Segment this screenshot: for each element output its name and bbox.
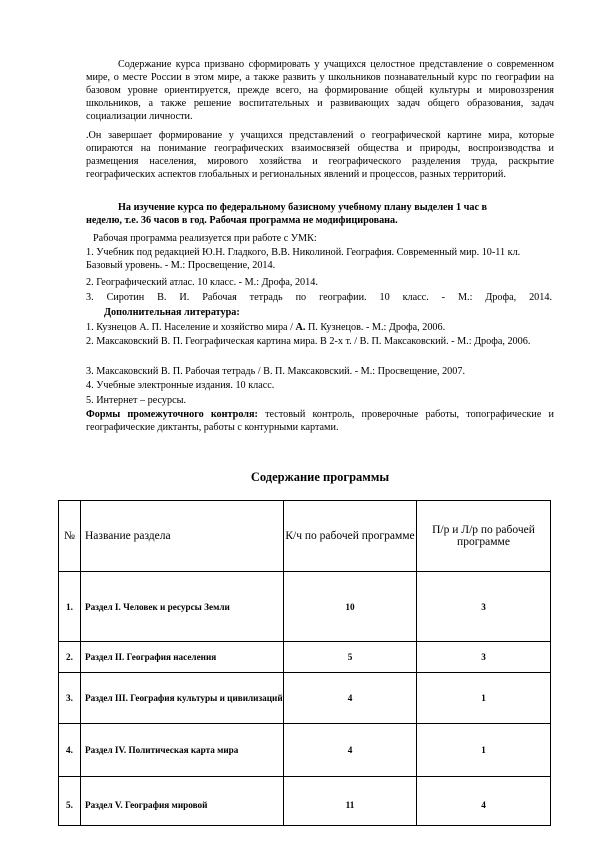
additional-item-3: 3. Максаковский В. П. Рабочая тетрадь / В. П. Максаковский. - М.: Просвещение, 2007. — [86, 366, 466, 377]
additional-item-2: 2. Максаковский В. П. Географическая картина мира. В 2-х т. / В. П. Максаковский. - М.: Дрофа, 2006. — [86, 336, 531, 347]
row-name: Раздел II. География населения — [81, 642, 284, 673]
header-practical: П/р и Л/р по рабочей программе — [417, 501, 551, 572]
row-num: 5. — [59, 777, 81, 826]
row-practical: 3 — [417, 572, 551, 642]
row-name: Раздел V. География мировой — [81, 777, 284, 826]
row-hours: 5 — [284, 642, 417, 673]
row-hours: 11 — [284, 777, 417, 826]
table-header-row — [59, 501, 551, 572]
row-hours: 4 — [284, 724, 417, 777]
additional-item-4: 4. Учебные электронные издания. 10 класс. — [86, 380, 275, 391]
row-num: 2. — [59, 642, 81, 673]
table-row — [59, 777, 551, 826]
row-practical: 3 — [417, 642, 551, 673]
control-forms — [86, 408, 554, 434]
row-name: Раздел IV. Политическая карта мира — [81, 724, 284, 777]
program-title: Содержание программы — [250, 470, 390, 484]
table-row — [59, 642, 551, 673]
table-row — [59, 724, 551, 777]
row-practical: 1 — [417, 673, 551, 724]
table-row — [59, 673, 551, 724]
table-row — [59, 572, 551, 642]
additional-item-1-bold: А. — [295, 322, 306, 333]
header-hours: К/ч по рабочей программе — [284, 501, 417, 572]
row-hours: 4 — [284, 673, 417, 724]
row-num: 1. — [59, 572, 81, 642]
row-practical: 1 — [417, 724, 551, 777]
row-num: 3. — [59, 673, 81, 724]
umk-item-1: 1. Учебник под редакцией Ю.Н. Гладкого, В.В. Николиной. География. Современный мир. 10-11 кл. Базовый уровень. - М.: Просвещение, 2014. — [86, 247, 521, 271]
program-table — [58, 500, 551, 826]
header-name: Название раздела — [81, 501, 284, 572]
row-name: Раздел III. География культуры и цивилизаций — [81, 673, 284, 724]
control-forms-text: тестовый контроль, проверочные работы, топографические и географические диктанты, работы с контурными картами. — [86, 409, 555, 434]
plan-line-1: На изучение курса по федеральному базисному учебному плану выделен 1 час в — [118, 202, 488, 213]
header-num: № — [59, 501, 81, 572]
additional-item-5: 5. Интернет – ресурсы. — [86, 395, 187, 406]
control-forms-label: Формы промежуточного контроля: — [86, 409, 258, 420]
intro-paragraph-1: Содержание курса призвано сформировать у учащихся целостное представление о современном мире, о месте России в этом мире, а также развить у школьников познавательный курс по географии на базовом уровне ориентируется, прежде всего, на формирование общей культуры и мировоззрения школьников, а также решение воспитательных и развивающих задач общего образования, задач социализации личности. — [86, 59, 554, 123]
additional-literature-heading: Дополнительная литература: — [104, 307, 240, 318]
umk-intro: Рабочая программа реализуется при работе с УМК: — [93, 233, 317, 244]
row-name: Раздел I. Человек и ресурсы Земли — [81, 572, 284, 642]
additional-item-1-prefix: 1. Кузнецов А. П. Население и хозяйство мира / — [86, 322, 293, 333]
row-hours: 10 — [284, 572, 417, 642]
plan-line-2: неделю, т.е. 36 часов в год. Рабочая программа не модифицирована. — [86, 215, 398, 226]
umk-item-2: 2. Географический атлас. 10 класс. - М.: Дрофа, 2014. — [86, 277, 318, 288]
intro-paragraph-2: .Он завершает формирование у учащихся представлений о географической картине мира, которые опираются на понимание географических взаимосвязей общества и природы, воспроизводства и размещения населения, мирового хозяйства и географического разделения труда, раскрытие географических аспектов глобальных и региональных явлений и процессов, разных территорий. — [86, 130, 554, 181]
additional-item-1-suffix: П. Кузнецов. - М.: Дрофа, 2006. — [307, 322, 446, 333]
row-num: 4. — [59, 724, 81, 777]
umk-item-3: 3. Сиротин В. И. Рабочая тетрадь по географии. 10 класс. - М.: Дрофа, 2014. — [86, 292, 552, 303]
additional-item-1 — [86, 321, 556, 334]
row-practical: 4 — [417, 777, 551, 826]
